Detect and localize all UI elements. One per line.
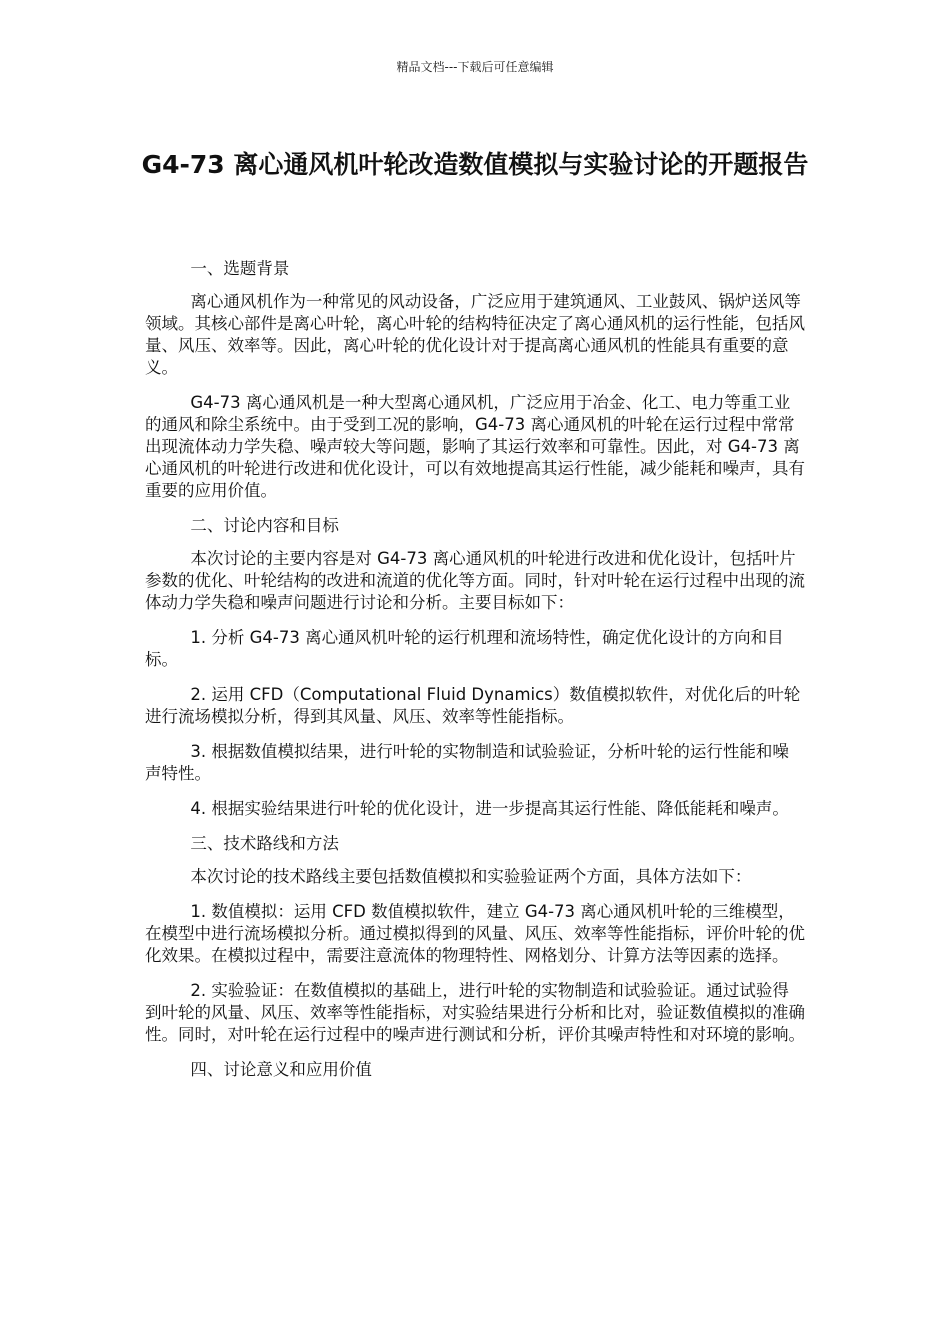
- paragraph: 离心通风机作为一种常见的风动设备，广泛应用于建筑通风、工业鼓风、锅炉送风等领域。其核心部件是离心叶轮，离心叶轮的结构特征决定了离心通风机的运行性能，包括风量、风压、效率等。因此，离心叶轮的优化设计对于提高离心通风机的性能具有重要的意义。: [145, 292, 805, 377]
- document-body: [145, 258, 805, 1092]
- list-item: 4. 根据实验结果进行叶轮的优化设计，进一步提高其运行性能、降低能耗和噪声。: [190, 799, 789, 818]
- header-note: 精品文档---下载后可任意编辑: [396, 60, 554, 74]
- list-item: 1. 分析 G4-73 离心通风机叶轮的运行机理和流场特性，确定优化设计的方向和目标。: [145, 628, 784, 669]
- page-title: G4-73 离心通风机叶轮改造数值模拟与实验讨论的开题报告: [141, 150, 809, 179]
- section-heading-background: 一、选题背景: [190, 259, 290, 278]
- list-item: 2. 实验验证：在数值模拟的基础上，进行叶轮的实物制造和试验验证。通过试验得到叶轮的风量、风压、效率等性能指标，对实验结果进行分析和比对，验证数值模拟的准确性。同时，对叶轮在运行过程中的噪声进行测试和分析，评价其噪声特性和对环境的影响。: [145, 981, 805, 1044]
- list-item: 3. 根据数值模拟结果，进行叶轮的实物制造和试验验证，分析叶轮的运行性能和噪声特性。: [145, 742, 789, 783]
- section-heading-content-goals: 二、讨论内容和目标: [190, 516, 339, 535]
- section-heading-methods: 三、技术路线和方法: [190, 834, 339, 853]
- list-item: 2. 运用 CFD（Computational Fluid Dynamics）数值模拟软件，对优化后的叶轮进行流场模拟分析，得到其风量、风压、效率等性能指标。: [145, 685, 801, 726]
- list-item: 1. 数值模拟：运用 CFD 数值模拟软件，建立 G4-73 离心通风机叶轮的三维模型，在模型中进行流场模拟分析。通过模拟得到的风量、风压、效率等性能指标，评价叶轮的优化效果。在模拟过程中，需要注意流体的物理特性、网格划分、计算方法等因素的选择。: [145, 902, 805, 965]
- paragraph: 本次讨论的技术路线主要包括数值模拟和实验验证两个方面，具体方法如下：: [190, 867, 752, 886]
- section-heading-significance: 四、讨论意义和应用价值: [190, 1060, 372, 1079]
- paragraph: G4-73 离心通风机是一种大型离心通风机，广泛应用于冶金、化工、电力等重工业的通风和除尘系统中。由于受到工况的影响，G4-73 离心通风机的叶轮在运行过程中常常出现流体动力学失稳、噪声较大等问题，影响了其运行效率和可靠性。因此，对 G4-73 离心通风机的叶轮进行改进和优化设计，可以有效地提高其运行性能，减少能耗和噪声，具有重要的应用价值。: [145, 393, 805, 500]
- paragraph: 本次讨论的主要内容是对 G4-73 离心通风机的叶轮进行改进和优化设计，包括叶片参数的优化、叶轮结构的改进和流道的优化等方面。同时，针对叶轮在运行过程中出现的流体动力学失稳和噪声问题进行讨论和分析。主要目标如下：: [145, 549, 805, 612]
